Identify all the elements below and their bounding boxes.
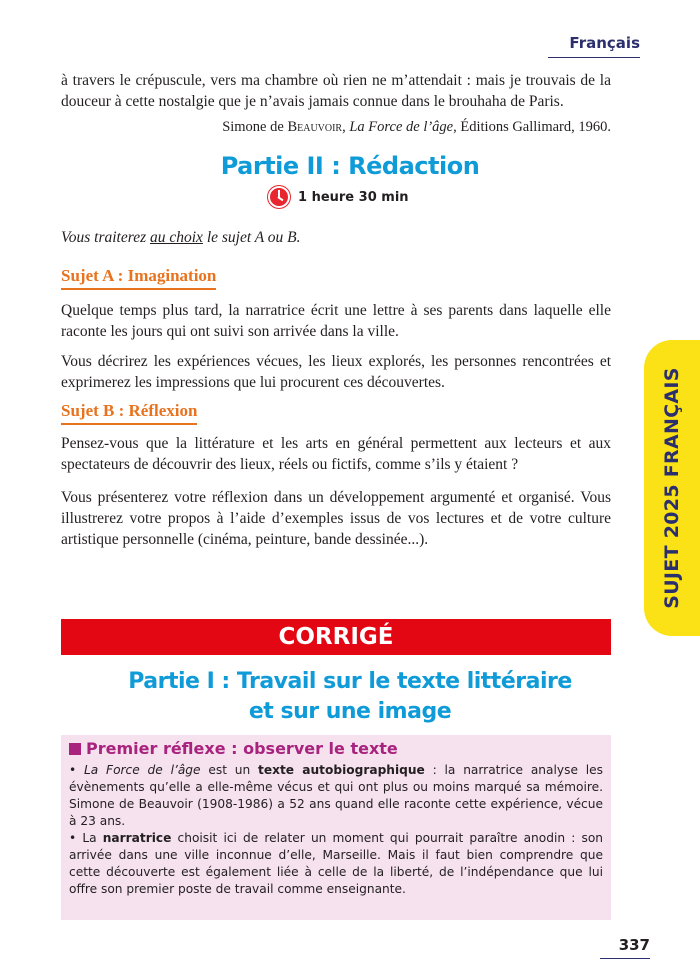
sujet-b-paragraph-1: Pensez-vous que la littérature et les arts en général permettent aux lecteurs et aux spectateurs de découvrir des lieux, réels ou fictifs, comme s’ils y étaient ?	[61, 435, 611, 473]
bullet-1-prefix: •	[69, 763, 84, 777]
citation	[61, 119, 611, 136]
bullet-1-work: La Force de l’âge	[84, 763, 201, 777]
side-tab-label: SUJET 2025 FRANÇAIS	[661, 367, 683, 609]
sujet-a-paragraph-1: Quelque temps plus tard, la narratrice écrit une lettre à ses parents dans laquelle elle raconte les jours qui ont suivi son arrivée dans la ville.	[61, 302, 611, 340]
citation-author-last: Beauvoir	[287, 119, 343, 135]
citation-separator: ,	[342, 119, 346, 135]
citation-publisher: , Éditions Gallimard, 1960.	[453, 119, 611, 135]
bullet-1-mid: est un	[200, 763, 259, 777]
excerpt-ending: à travers le crépuscule, vers ma chambre où rien ne m’attendait : mais je trouvais de la douceur à cette nostalgie que je n’avais jamais connue dans le brouhaha de Paris.	[61, 72, 611, 110]
sujet-a-heading: Sujet A : Imagination	[61, 266, 216, 290]
reflex-heading-text: Premier réflexe : observer le texte	[86, 739, 398, 758]
citation-author-first: Simone de	[222, 119, 284, 135]
citation-work: La Force de l’âge	[349, 119, 454, 135]
part1-title-line-2: et sur une image	[248, 699, 452, 724]
square-bullet-icon	[69, 743, 81, 755]
side-tab	[644, 340, 700, 636]
sujet-a-paragraph-2: Vous décrirez les expériences vécues, les lieux explorés, les personnes rencontrées et exprimerez les impressions que lui procurent ces découvertes.	[61, 353, 611, 391]
bullet-2-rest: choisit ici de relater un moment qui pourrait paraître anodin : son arrivée dans une ville inconnue d’elle, Marseille. Mais il faut bien comprendre que cette découverte est également liée à celle de la liberté, de l’indépendance que lui offre son premier poste de travail comme enseignante.	[69, 831, 604, 896]
instruction-underlined: au choix	[149, 229, 203, 246]
instruction	[61, 229, 301, 247]
instruction-after: le sujet A ou B.	[202, 229, 301, 246]
duration	[268, 186, 409, 208]
header-subject: Français	[569, 34, 640, 52]
bullet-2-prefix: • La	[69, 831, 103, 845]
bullet-1-bold: texte autobiographique	[258, 763, 425, 777]
part1-title-line-1: Partie I : Travail sur le texte littéraire	[128, 669, 572, 694]
clock-icon	[268, 186, 290, 208]
page-number: 337	[618, 936, 650, 954]
instruction-before: Vous traiterez	[61, 229, 150, 246]
duration-text: 1 heure 30 min	[298, 189, 409, 205]
corrige-banner: CORRIGÉ	[61, 619, 611, 655]
header-divider	[548, 57, 640, 58]
reflex-bullet-1	[69, 762, 603, 830]
part2-title: Partie II : Rédaction	[220, 152, 480, 180]
reflex-heading	[69, 739, 603, 758]
bullet-2-bold: narratrice	[102, 831, 172, 845]
reflex-bullet-2	[69, 830, 603, 898]
page-number-divider	[600, 958, 650, 959]
sujet-b-heading: Sujet B : Réflexion	[61, 401, 197, 425]
part1-title	[0, 667, 700, 727]
sujet-b-paragraph-2: Vous présenterez votre réflexion dans un développement argumenté et organisé. Vous illustrerez votre propos à l’aide d’exemples issus de vos lectures et de votre culture artistique personnelle (cinéma, peinture, bande dessinée...).	[61, 489, 611, 548]
reflex-box	[61, 735, 611, 920]
bullet-1-rest: : la narratrice analyse les évènements qu’elle a elle-même vécus et qui ont plus ou moins marqué sa mémoire. Simone de Beauvoir (1908-1986) a 52 ans quand elle raconte cette expérience, vécue à 23 ans.	[69, 763, 603, 828]
